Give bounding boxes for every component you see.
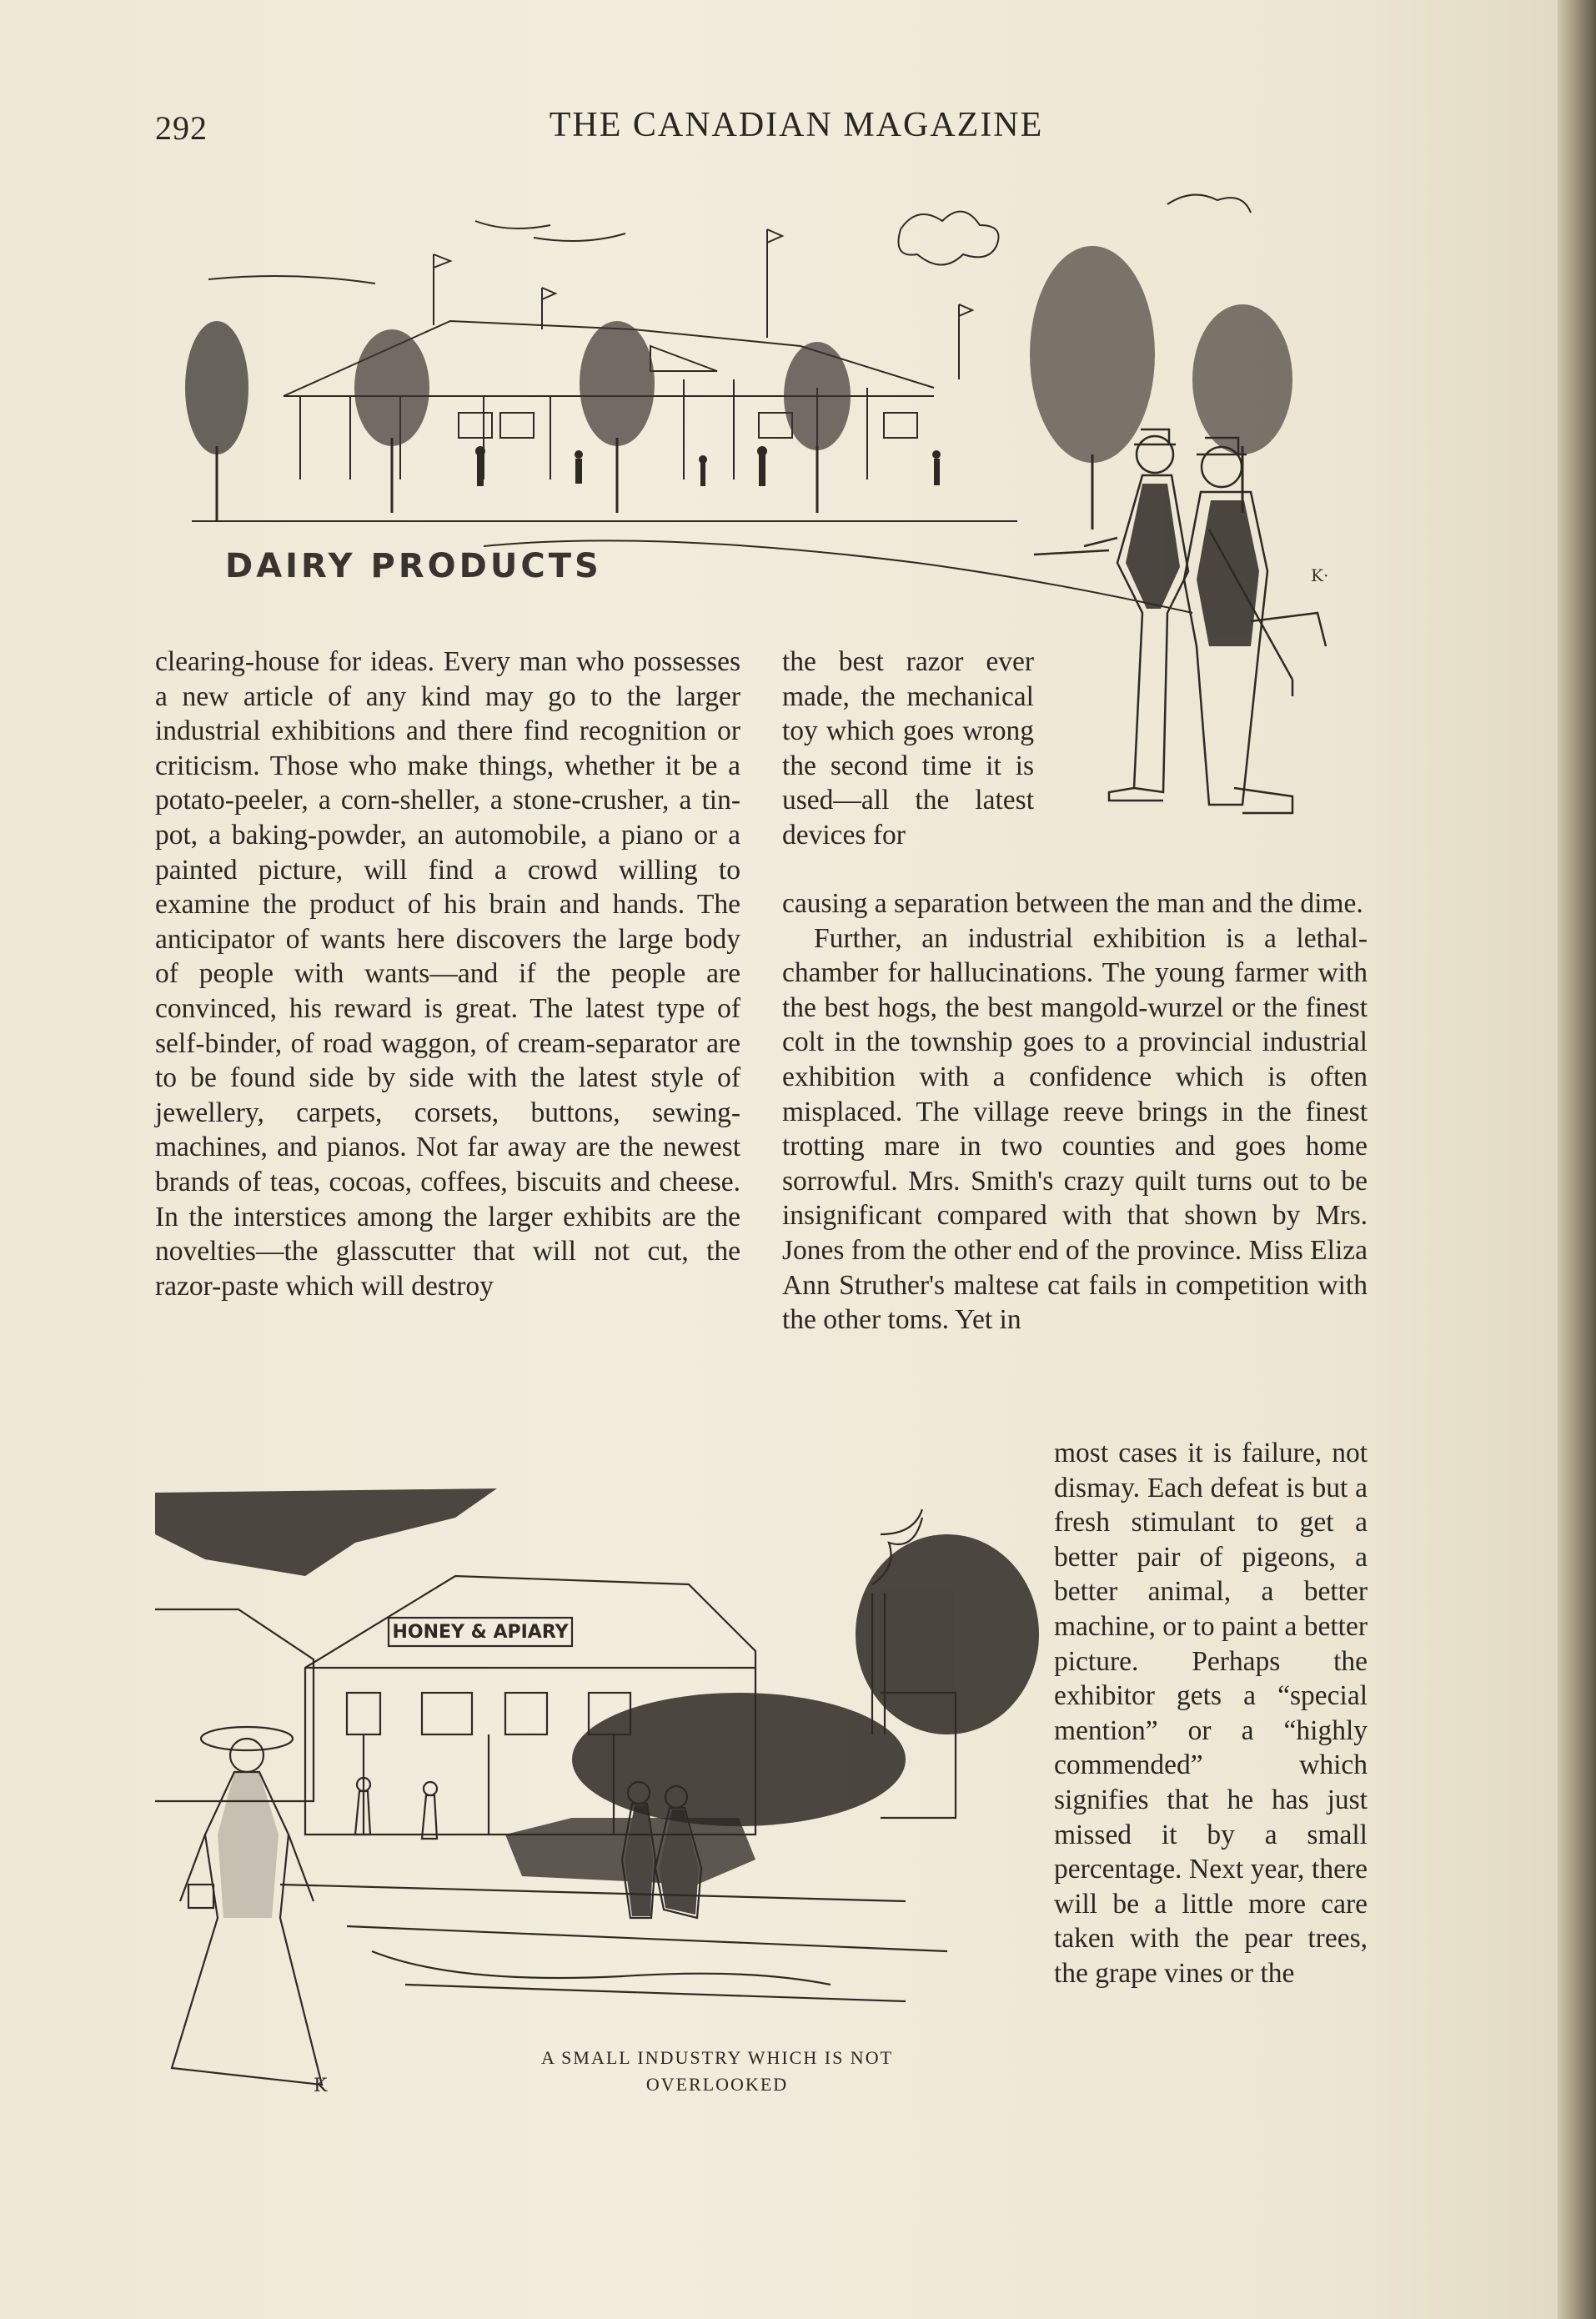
book-spine-edge	[1558, 0, 1596, 2319]
page-number: 292	[155, 109, 208, 147]
dairy-products-label: DAIRY PRODUCTS	[225, 547, 602, 585]
right-column-sentence-end: causing a separation between the man and the dime.	[782, 888, 1363, 919]
running-head: THE CANADIAN MAGAZINE	[549, 106, 1044, 144]
left-column-paragraph: clearing-house for ideas. Every man who possesses a new article of any kind may go to the larger industrial exhibitions and there find recognition or criticism. Those who make things, whether it be a potato-peeler, a corn-sheller, a stone-crusher, a tin-pot, a baking-powder, an automobile, a piano or a painted picture, will find a crowd willing to examine the product of his brain and hands. The anticipator of wants here discovers the large body of people with wants—and if the people are convinced, his reward is great. The latest type of self-binder, of road waggon, of cream-separator are to be found side by side with the latest style of jewellery, carpets, corsets, buttons, sewing-machines, and pianos. Not far away are the newest brands of teas, cocoas, coffees, biscuits and cheese. In the interstices among the larger exhibits are the novelties—the glasscutter that will not cut, the razor-paste which will destroy	[155, 646, 740, 1302]
bottom-right-paragraph: most cases it is failure, not dismay. Each defeat is but a fresh stimulant to get a better pair of pigeons, a better animal, a better machine, or to paint a better picture. Perhaps the exhibitor gets a “special mention” or a “highly commended” which signifies that he has just missed it by a small percentage. Next year, there will be a little more care taken with the pear trees, the grape vines or the	[1054, 1438, 1368, 1989]
caption-line-2: OVERLOOKED	[645, 2074, 789, 2095]
right-column-paragraph-2: Further, an industrial exhibition is a lethal-chamber for hallucinations. The young farmer with the best hogs, the best mangold-wurzel or the finest colt in the township goes to a provincial industrial exhibition with a confidence which is often misplaced. The village reeve brings in the finest trotting mare in two counties and goes home sorrowful. Mrs. Smith's crazy quilt turns out to be insignificant compared with that shown by Mrs. Jones from the other end of the province. Miss Eliza Ann Struther's maltese cat fails in competition with the other toms. Yet in	[782, 922, 1368, 1336]
honey-apiary-illustration	[155, 1484, 1039, 2101]
caption-line-1: A SMALL INDUSTRY WHICH IS NOT	[540, 2047, 894, 2068]
honey-apiary-sketch	[155, 1484, 1039, 2101]
bottom-illustration-signature: K	[314, 2076, 328, 2096]
right-narrow-paragraph: the best razor ever made, the mechanical toy which goes wrong the second time it is used—all the latest devices for	[782, 646, 1034, 851]
right-narrow-column-top	[782, 645, 1034, 853]
right-text-column	[782, 886, 1368, 1338]
top-illustration-signature: K·	[1311, 565, 1329, 585]
honey-apiary-sign: HONEY & APIARY	[392, 1622, 569, 1643]
left-text-column	[155, 645, 740, 1303]
illustration-caption	[442, 2045, 992, 2098]
bottom-right-narrow-column	[1054, 1436, 1368, 1991]
